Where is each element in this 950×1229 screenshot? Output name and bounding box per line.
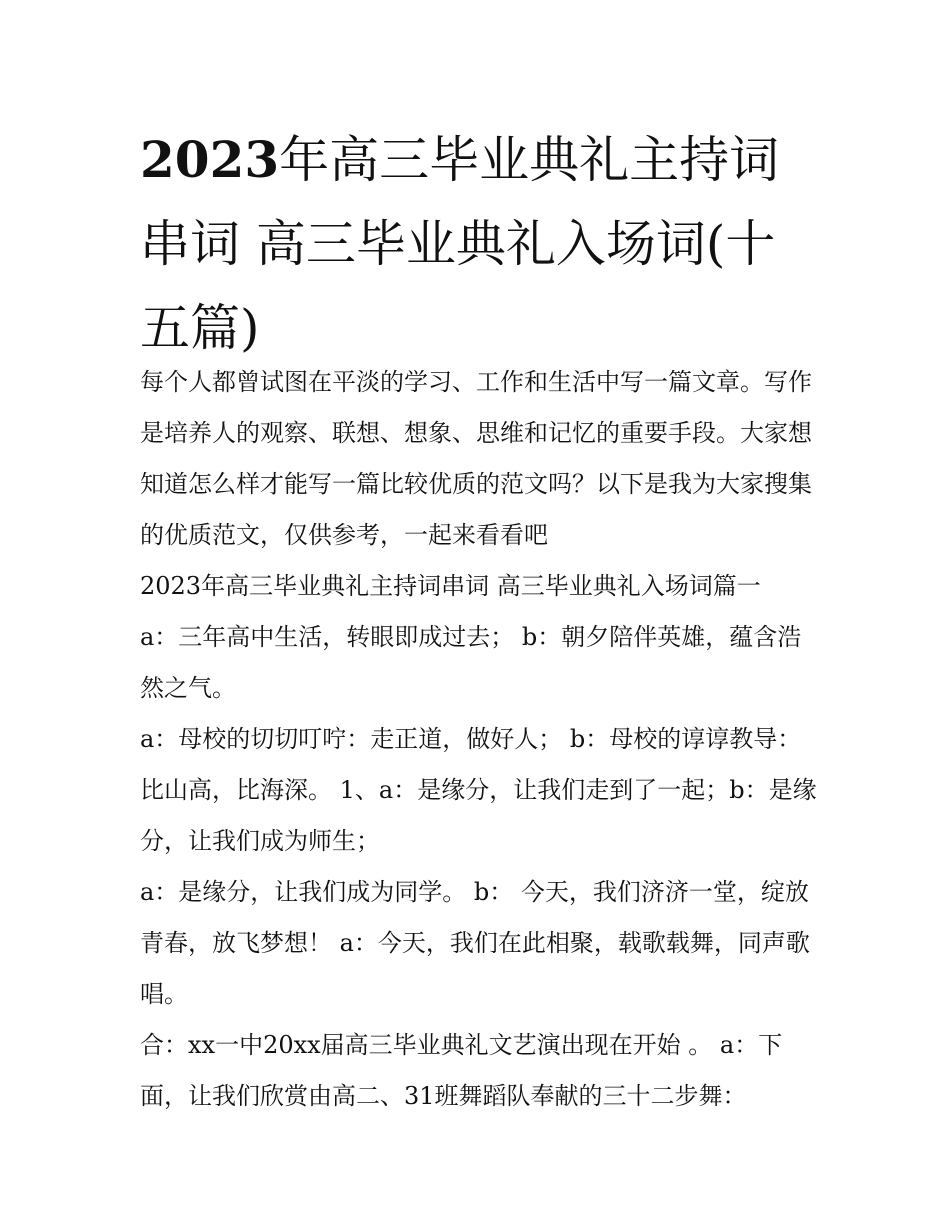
paragraph: 合：xx一中20xx届高三毕业典礼文艺演出现在开始 。 a：下面，让我们欣赏由高二、31班舞蹈队奉献的三十二步舞：: [140, 1031, 783, 1110]
document-body: [140, 357, 820, 1122]
title-year: 2023: [140, 130, 280, 189]
intro-paragraph: 每个人都曾试图在平淡的学习、工作和生活中写一篇文章。写作是培养人的观察、联想、想象、思维和记忆的重要手段。大家想知道怎么样才能写一篇比较优质的范文吗？以下是我为大家搜集的优质范文，仅供参考，一起来看看吧: [140, 368, 812, 549]
document-title: [140, 118, 820, 370]
paragraph: a：母校的切切叮咛：走正道，做好人； b：母校的谆谆教导：比山高，比海深。 1、a：是缘分，让我们走到了一起；b：是缘分，让我们成为师生；: [140, 725, 817, 855]
paragraph: a：三年高中生活，转眼即成过去； b：朝夕陪伴英雄，蕴含浩然之气。: [140, 623, 802, 702]
paragraph: a：是缘分，让我们成为同学。 b： 今天，我们济济一堂，绽放青春，放飞梦想！ a：今天，我们在此相聚，载歌载舞，同声歌唱。: [140, 878, 810, 1008]
section-heading: 2023年高三毕业典礼主持词串词 高三毕业典礼入场词篇一: [140, 572, 761, 600]
title-text: 年高三毕业典礼主持词串词 高三毕业典礼入场词(十五篇): [140, 131, 780, 357]
